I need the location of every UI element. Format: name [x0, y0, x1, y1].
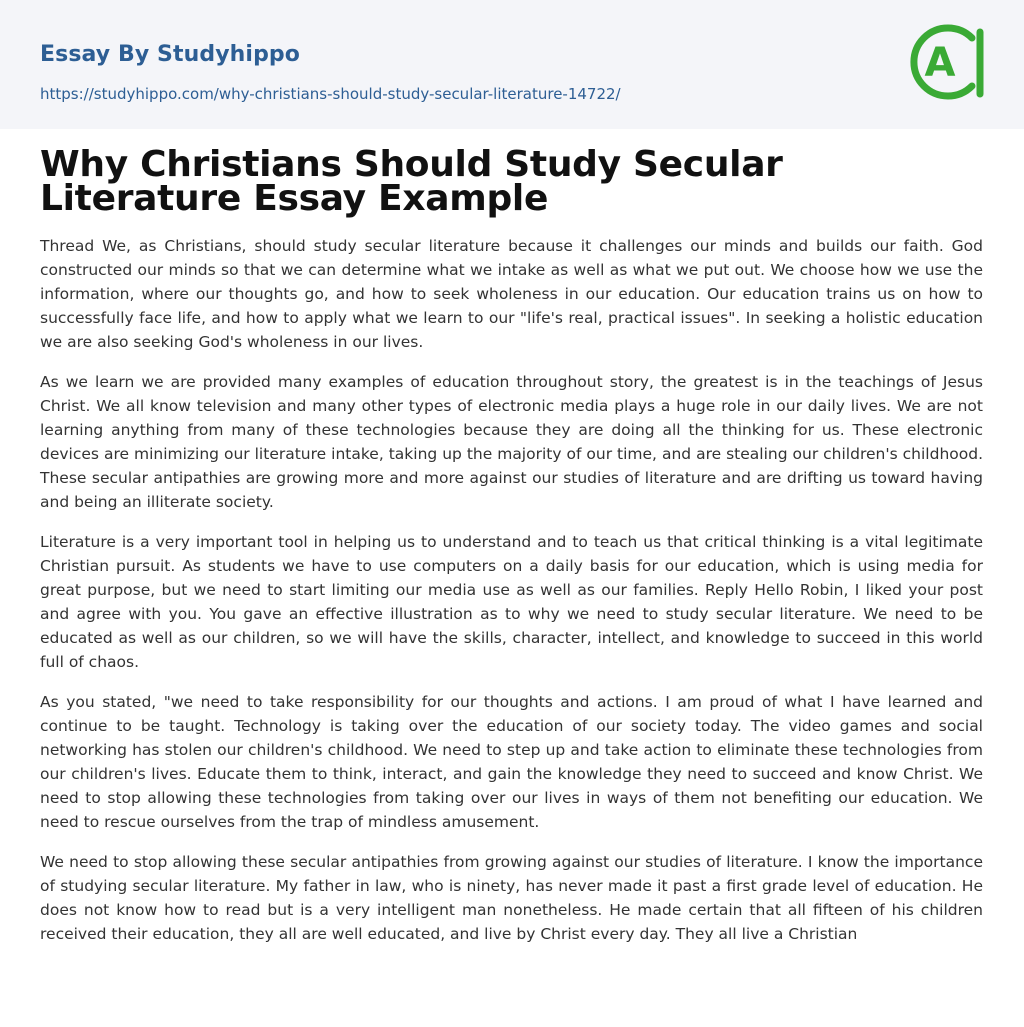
- essay-paragraph: Thread We, as Christians, should study secular literature because it challenges our minds and builds our faith. God constructed our minds so that we can determine what we intake as well as what we put out. We choose how we use the information, where our thoughts go, and how to seek wholeness in our education. Our education trains us on how to successfully face life, and how to apply what we learn to our "life's real, practical issues". In seeking a holistic education we are also seeking God's wholeness in our lives.: [40, 237, 983, 351]
- essay-paragraph: Literature is a very important tool in helping us to understand and to teach us that critical thinking is a vital legitimate Christian pursuit. As students we have to use computers on a daily basis for our education, which is using media for great purpose, but we need to start limiting our media use as well as our families. Reply Hello Robin, I liked your post and agree with you. You gave an effective illustration as to why we need to study secular literature. We need to be educated as well as our children, so we will have the skills, character, intellect, and knowledge to succeed in this world full of chaos.: [40, 533, 983, 671]
- essay-paragraph: As we learn we are provided many examples of education throughout story, the greatest is in the teachings of Jesus Christ. We all know television and many other types of electronic media plays a huge role in our daily lives. We are not learning anything from many of these technologies because they are doing all the thinking for us. These electronic devices are minimizing our literature intake, taking up the majority of our time, and are stealing our children's childhood. These secular antipathies are growing more and more against our studies of literature and are drifting us toward having and being an illiterate society.: [40, 373, 983, 511]
- essay-paragraph: We need to stop allowing these secular antipathies from growing against our studies of literature. I know the importance of studying secular literature. My father in law, who is ninety, has never made it past a first grade level of education. He does not know how to read but is a very intelligent man nonetheless. He made certain that all fifteen of his children received their education, they all are well educated, and live by Christ every day. They all live a Christian: [40, 853, 983, 943]
- essay-title: Why Christians Should Study Secular Literature Essay Example: [40, 144, 783, 219]
- essay-paragraph: As you stated, "we need to take responsibility for our thoughts and actions. I am proud of what I have learned and continue to be taught. Technology is taking over the education of our society today. The video games and social networking has stolen our children's childhood. We need to step up and take action to eliminate these technologies from our children's lives. Educate them to think, interact, and gain the knowledge they need to succeed and know Christ. We need to stop allowing these technologies from taking over our lives in ways of them not benefiting our education. We need to rescue ourselves from the trap of mindless amusement.: [40, 693, 983, 831]
- page-header: [0, 0, 1024, 129]
- essay-body: [40, 234, 983, 962]
- logo-letter: A: [924, 40, 956, 86]
- essay-url[interactable]: https://studyhippo.com/why-christians-should-study-secular-literature-14722/: [40, 85, 621, 103]
- site-brand[interactable]: Essay By Studyhippo: [40, 42, 300, 67]
- studyhippo-logo-icon[interactable]: [910, 18, 988, 106]
